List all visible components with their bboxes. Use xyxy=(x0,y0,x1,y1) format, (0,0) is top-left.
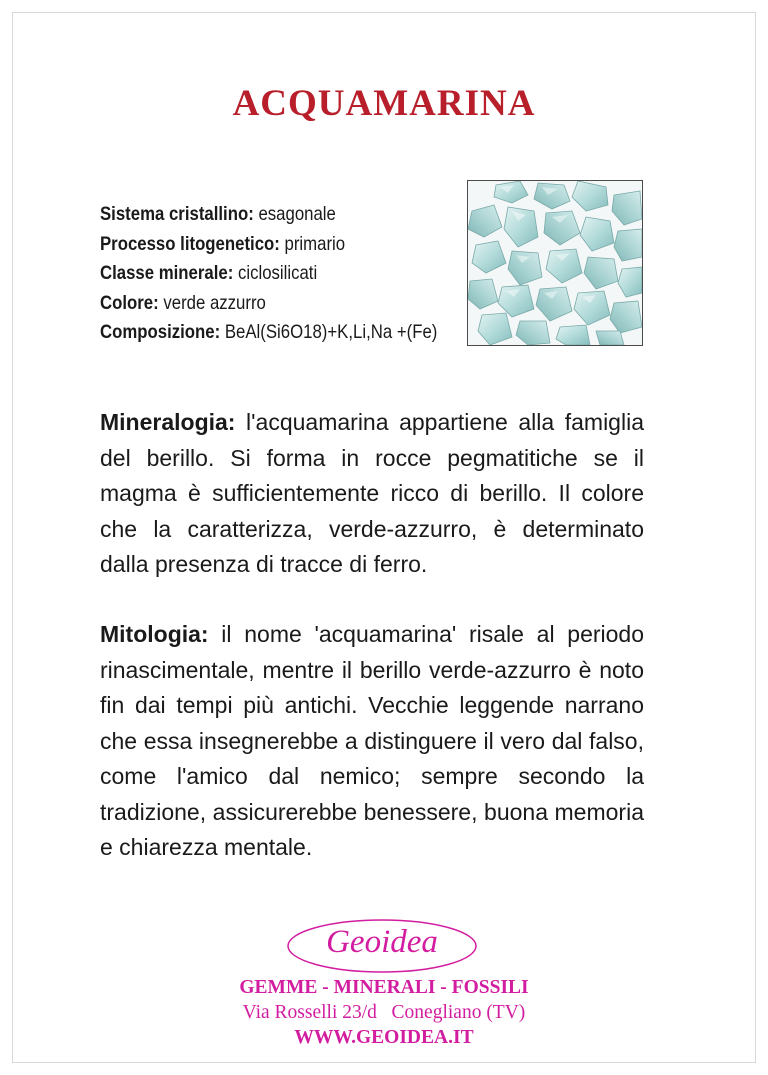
properties-list xyxy=(100,200,438,348)
property-color xyxy=(100,289,414,319)
mineralogy-label: Mineralogia: xyxy=(100,409,236,435)
logo-text: Geoidea xyxy=(326,924,438,960)
mineralogy-text: l'acquamarina appartiene alla famiglia del berillo. Si forma in rocce pegmatitiche se il magma è sufficientemente ricco di berillo. Il colore che la caratterizza, verde-azzurro, è determinato dalla presenza di tracce di ferro. xyxy=(100,409,644,577)
property-value: ciclosilicati xyxy=(233,262,318,284)
property-label: Composizione: xyxy=(100,321,221,343)
mineralogy-paragraph xyxy=(100,405,644,583)
aquamarine-crystals-image xyxy=(468,181,642,345)
geoidea-logo xyxy=(286,918,478,974)
property-label: Processo litogenetico: xyxy=(100,232,280,255)
footer-website-link[interactable]: WWW.GEOIDEA.IT xyxy=(294,1027,474,1048)
property-crystal-system xyxy=(100,200,414,230)
property-value: primario xyxy=(279,232,346,255)
property-label: Classe minerale: xyxy=(100,262,234,284)
page-title: ACQUAMARINA xyxy=(232,83,536,124)
mythology-paragraph xyxy=(100,617,644,866)
property-label: Colore: xyxy=(100,291,159,314)
property-value: verde azzurro xyxy=(158,291,266,314)
property-value: esagonale xyxy=(253,203,336,225)
mineral-photo xyxy=(467,180,643,346)
property-value: BeAl(Si6O18)+K,Li,Na +(Fe) xyxy=(220,321,438,343)
property-composition xyxy=(100,318,461,348)
mythology-text: il nome 'acquamarina' risale al periodo rinascimentale, mentre il berillo verde-azzurro è noto fin dai tempi più antichi. Vecchie leggende narrano che essa insegnerebbe a distinguere il vero dal falso, come l'amico dal nemico; sempre secondo la tradizione, assicurerebbe benessere, buona memoria e chiarezza mentale. xyxy=(100,621,644,860)
property-label: Sistema cristallino: xyxy=(100,203,254,225)
property-process xyxy=(100,230,414,260)
footer-tagline: GEMME - MINERALI - FOSSILI xyxy=(239,977,529,998)
mythology-label: Mitologia: xyxy=(100,621,209,647)
footer-address: Via Rosselli 23/d Conegliano (TV) xyxy=(242,1002,526,1023)
property-class xyxy=(100,259,414,289)
